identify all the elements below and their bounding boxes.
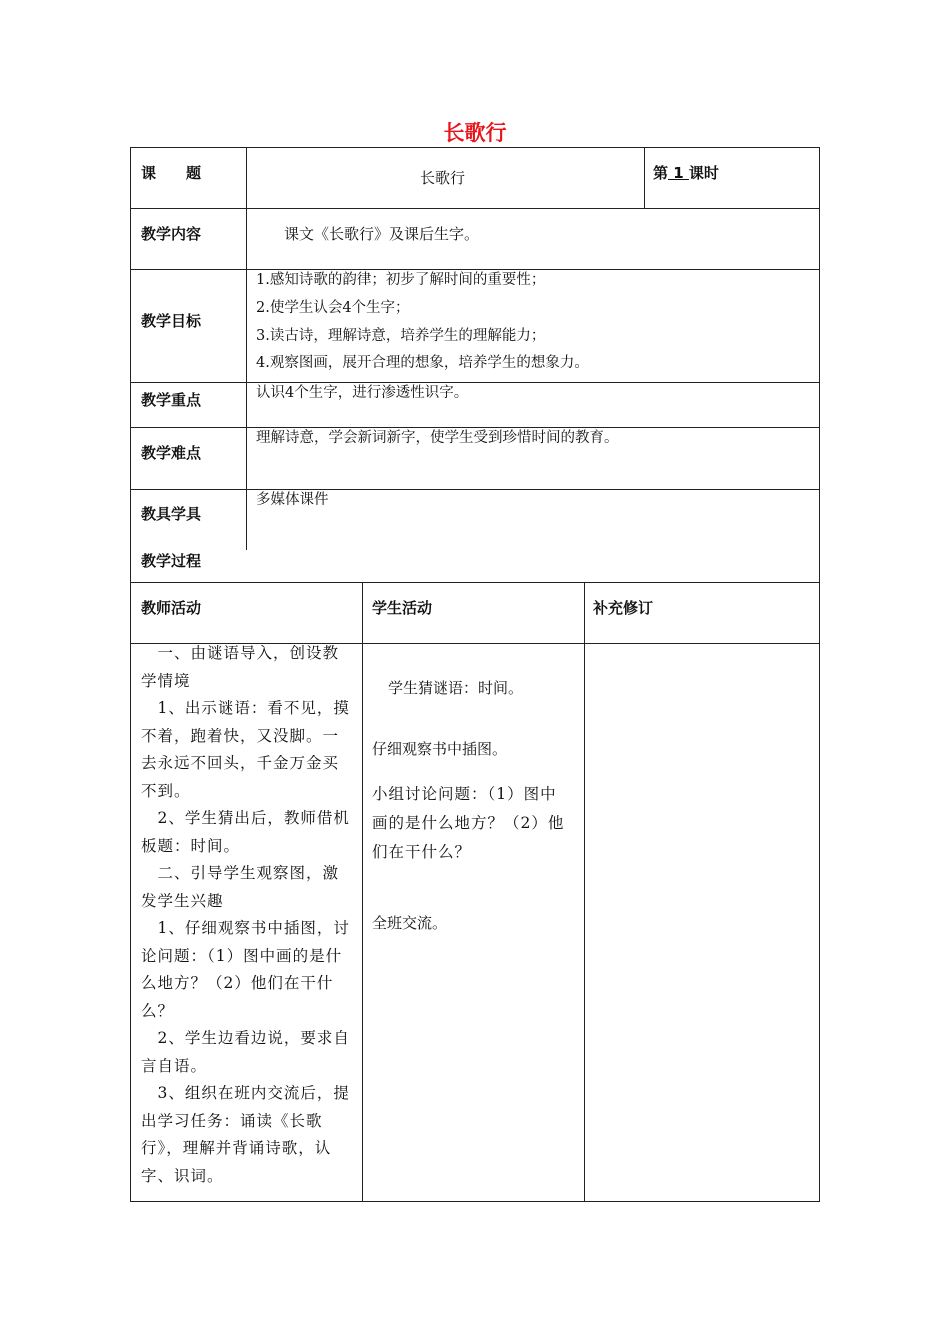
student-activity: 仔细观察书中插图。 <box>372 740 508 758</box>
teacher-activities <box>141 640 357 1190</box>
student-activity: 画的是什么地方？（2）他 <box>372 814 565 832</box>
column-divider <box>362 582 363 1202</box>
column-divider <box>246 147 247 550</box>
teacher-line: 发学生兴趣 <box>141 891 224 910</box>
process-label: 教学过程 <box>141 552 202 570</box>
notes-column-header: 补充修订 <box>593 599 654 617</box>
objective-item: 1.感知诗歌的韵律；初步了解时间的重要性； <box>256 272 546 288</box>
objective-item: 3.读古诗，理解诗意，培养学生的理解能力； <box>256 328 546 344</box>
subject-label: 课 题 <box>141 164 202 182</box>
teacher-line: 2、学生边看边说，要求自 <box>141 1029 350 1047</box>
difficulties-value: 理解诗意，学会新词新字，使学生受到珍惜时间的教育。 <box>256 430 619 446</box>
teacher-line: 去永远不回头，千金万金买 <box>141 754 340 772</box>
objectives-label: 教学目标 <box>141 312 202 330</box>
column-divider <box>644 147 645 208</box>
teacher-line: 2、学生猜出后，教师借机 <box>141 809 350 827</box>
tools-value: 多媒体课件 <box>256 492 329 508</box>
teacher-line: 3、组织在班内交流后，提 <box>141 1084 350 1102</box>
period-prefix: 第 <box>653 164 669 182</box>
teacher-line: 行》，理解并背诵诗歌，认 <box>141 1139 332 1157</box>
objective-item: 4.观察图画，展开合理的想象，培养学生的想象力。 <box>256 355 589 371</box>
teacher-line: 么地方？（2）他们在干什 <box>141 974 334 992</box>
teacher-line: 字、识词。 <box>141 1166 224 1185</box>
teacher-line: 不到。 <box>141 781 191 800</box>
teacher-line: 一、由谜语导入，创设教 <box>141 644 340 662</box>
period-suffix: 课时 <box>688 164 719 182</box>
student-activity: 学生猜谜语：时间。 <box>388 679 524 697</box>
subject-value: 长歌行 <box>420 169 466 187</box>
column-divider <box>584 582 585 1202</box>
content-label: 教学内容 <box>141 225 202 243</box>
teacher-line: 二、引导学生观察图，激 <box>141 864 340 882</box>
objective-item: 2.使学生认会4个生字； <box>256 300 410 316</box>
row-divider <box>130 382 820 383</box>
teacher-line: 学情境 <box>141 671 191 690</box>
tools-label: 教具学具 <box>141 505 202 523</box>
keypoints-label: 教学重点 <box>141 391 202 409</box>
difficulties-label: 教学难点 <box>141 444 202 462</box>
teacher-line: 不着，跑着快，又没脚。一 <box>141 726 340 745</box>
teacher-line: 出学习任务：诵读《长歌 <box>141 1111 323 1130</box>
student-activity-group <box>372 780 582 867</box>
student-activity: 小组讨论问题：（1）图中 <box>372 785 557 803</box>
teacher-line: 1、仔细观察书中插图，讨 <box>141 919 350 937</box>
student-column-header: 学生活动 <box>372 599 433 617</box>
teacher-line: 言自语。 <box>141 1056 208 1075</box>
page-title: 长歌行 <box>443 121 507 145</box>
teacher-line: 1、出示谜语：看不见，摸 <box>141 699 350 717</box>
row-divider <box>130 208 820 209</box>
keypoints-value: 认识4个生字，进行渗透性识字。 <box>256 385 469 401</box>
teacher-column-header: 教师活动 <box>141 599 202 617</box>
content-value: 课文《长歌行》及课后生字。 <box>284 225 480 243</box>
teacher-line: 么？ <box>141 1001 175 1020</box>
student-activity: 们在干什么？ <box>372 843 472 861</box>
teacher-line: 论问题：（1）图中画的是什 <box>141 946 343 965</box>
student-activity: 全班交流。 <box>372 914 448 932</box>
row-divider <box>130 489 820 490</box>
period-field <box>653 163 719 183</box>
teacher-line: 板题：时间。 <box>141 836 241 855</box>
row-divider <box>130 582 820 583</box>
period-number: 1 <box>668 164 689 182</box>
